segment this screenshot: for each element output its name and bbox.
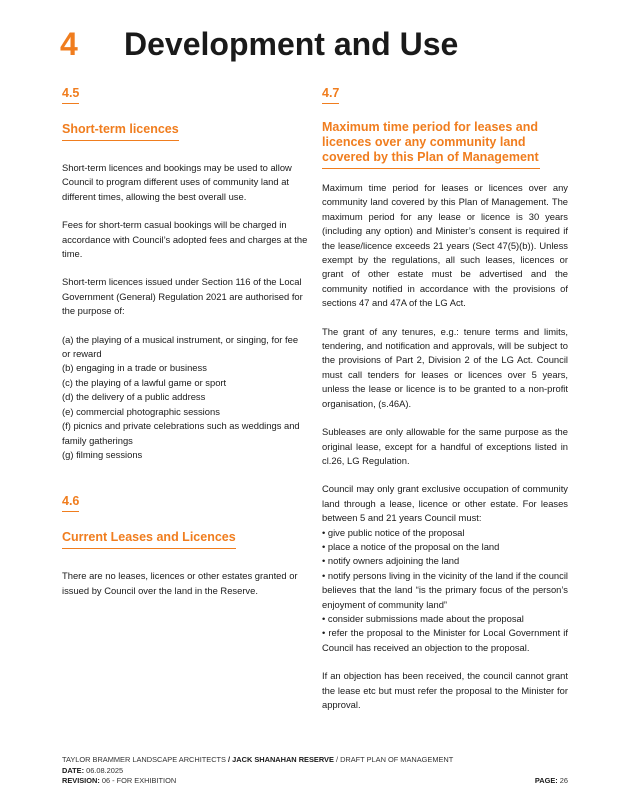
paragraph: Council may only grant exclusive occupation of community land through a lease, licence or other estate. For leases between 5 and 21 years Council must:: [322, 483, 568, 524]
list-item: • consider submissions made about the proposal: [322, 612, 524, 624]
section-title: Current Leases and Licences: [62, 530, 236, 549]
list-item: • notify persons living in the vicinity of the land if the council believes that the land “is the primary focus of the person’s enjoyment of community land”: [322, 569, 568, 610]
section-number: 4.6: [62, 494, 79, 512]
purpose-list: [62, 333, 308, 463]
list-item: (d) the delivery of a public address: [62, 391, 206, 403]
list-item: • place a notice of the proposal on the land: [322, 540, 500, 552]
section-4-7: [322, 84, 568, 712]
footer-project: JACK SHANAHAN RESERVE: [232, 755, 334, 764]
list-item: • give public notice of the proposal: [322, 526, 465, 538]
paragraph: If an objection has been received, the council cannot grant the lease etc but must refer the proposal to the Minister for approval.: [322, 670, 568, 710]
list-item: (e) commercial photographic sessions: [62, 405, 220, 417]
page-number: [535, 776, 568, 787]
page-label: PAGE:: [534, 776, 558, 785]
footer-line-1: [62, 755, 568, 766]
right-column: [322, 84, 568, 712]
list-item: (b) engaging in a trade or business: [62, 362, 207, 374]
list-item: (c) the playing of a lawful game or sport: [62, 376, 227, 388]
list-item: (g) filming sessions: [62, 448, 143, 460]
page-value: 26: [557, 776, 568, 785]
paragraph: The grant of any tenures, e.g.: tenure terms and limits, tendering, and notification and approvals, will be subject to the provisions of Part 2, Division 2 of the LG Act. Council must call tenders for leases or licences over 5 years, unless the lease or licence is to be granted to a non-profit organisation, (s.46A).: [322, 325, 568, 409]
footer-org: TAYLOR BRAMMER LANDSCAPE ARCHITECTS: [62, 755, 226, 764]
section-number: 4.7: [322, 86, 339, 104]
left-column: [62, 84, 308, 598]
list-item: (a) the playing of a musical instrument, or singing, for fee or reward: [62, 333, 299, 360]
section-title: Maximum time period for leases and licences over any community land covered by this Plan of Management: [322, 120, 540, 169]
paragraph: There are no leases, licences or other estates granted or issued by Council over the land in the Reserve.: [62, 570, 298, 596]
footer-revision: [62, 776, 568, 787]
bullet-list: [322, 526, 568, 656]
footer-date: [62, 766, 568, 777]
footer-date-label: DATE:: [62, 765, 85, 775]
footer-doc: DRAFT PLAN OF MANAGEMENT: [340, 755, 454, 764]
list-item: • notify owners adjoining the land: [322, 555, 460, 567]
footer-date-value: 06.08.2025: [84, 765, 124, 775]
list-item: (f) picnics and private celebrations such as weddings and family gatherings: [62, 420, 300, 446]
chapter-number: 4: [60, 26, 78, 62]
chapter-title: Development and Use: [124, 26, 459, 62]
paragraph: Fees for short-term casual bookings will be charged in accordance with Council’s adopted fees and charges at the time.: [62, 219, 308, 260]
footer-sep: /: [226, 755, 233, 764]
footer-sep: /: [333, 755, 341, 764]
footer-revision-label: REVISION:: [62, 776, 100, 785]
paragraph: Maximum time period for leases or licences over any community land covered by this Plan of Management. The maximum period for any lease or licence is 30 years (including any option) and Minister’s consent is required if the lease/licence exceeds 21 years (Sect 47(5)(b)). Unless exempt by the regulations, all such leases, licences or grant of other estate must be advertised and the community notified in accordance with the provisions of sections 47 and 47A of the LG Act.: [322, 182, 568, 309]
section-4-6: [62, 492, 308, 598]
page-footer: [62, 755, 568, 787]
footer-revision-value: 06 - FOR EXHIBITION: [99, 776, 177, 785]
list-item: • refer the proposal to the Minister for Local Government if Council has received an objection to the proposal.: [322, 627, 568, 653]
paragraph: Subleases are only allowable for the same purpose as the original lease, except for a handful of exceptions listed in cl.26, LG Regulation.: [322, 426, 568, 466]
section-title: Short-term licences: [62, 122, 179, 141]
paragraph: Short-term licences and bookings may be used to allow Council to program different uses of community land at different times, allowing the best overall use.: [62, 162, 292, 202]
section-4-5: [62, 84, 308, 462]
section-number: 4.5: [62, 86, 79, 104]
paragraph: Short-term licences issued under Section 116 of the Local Government (General) Regulation 2021 are authorised for the purpose of:: [62, 276, 303, 317]
